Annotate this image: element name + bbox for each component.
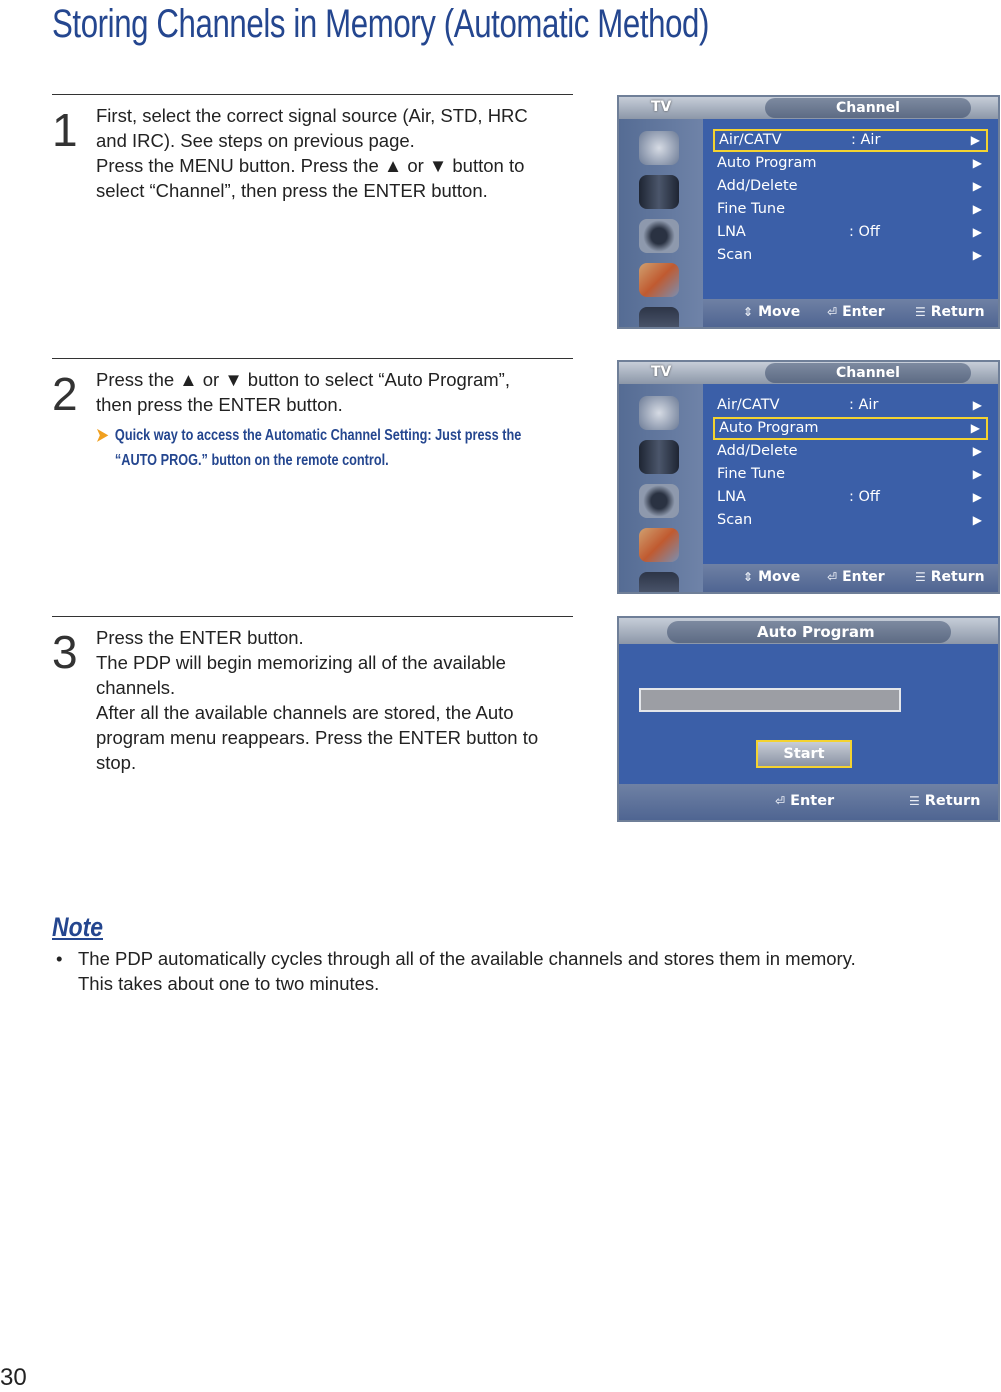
setup-icon xyxy=(639,572,679,594)
channel-icon xyxy=(639,528,679,562)
page-title: Storing Channels in Memory (Automatic Method) xyxy=(52,2,710,46)
return-hint xyxy=(915,304,985,320)
osd-header xyxy=(619,97,998,119)
menu-item-lna[interactable] xyxy=(713,221,988,244)
menu-label: Auto Program xyxy=(719,420,819,436)
menu-label: Fine Tune xyxy=(717,201,785,217)
start-button[interactable]: Start xyxy=(756,740,852,768)
menu-label: LNA xyxy=(717,224,746,240)
text-line: program menu reappears. Press the ENTER button to xyxy=(96,727,539,748)
menu-item-auto-program[interactable] xyxy=(713,417,988,440)
note-line xyxy=(56,946,956,971)
osd-footer xyxy=(619,784,998,820)
menu-item-air-catv[interactable] xyxy=(713,394,988,417)
menu-item-auto-program[interactable] xyxy=(713,152,988,175)
osd-footer xyxy=(703,564,998,592)
menu-title: Channel xyxy=(765,363,971,383)
tv-label: TV xyxy=(651,99,672,115)
updown-icon: ⇕ xyxy=(743,570,754,584)
speaker-icon xyxy=(639,219,679,253)
step-text xyxy=(96,367,576,473)
hint-label: Move xyxy=(758,569,801,585)
step-1 xyxy=(52,94,573,201)
menu-item-fine-tune[interactable] xyxy=(713,198,988,221)
arrow-right-icon: ▶ xyxy=(972,490,982,504)
hint-label: Move xyxy=(758,304,801,320)
menu-label: Add/Delete xyxy=(717,178,798,194)
setup-icon xyxy=(639,307,679,329)
menu-label: Air/CATV xyxy=(719,132,782,148)
osd-menu-list xyxy=(713,129,988,267)
osd-sidebar xyxy=(619,119,703,327)
osd-footer xyxy=(703,299,998,327)
arrow-right-icon: ▶ xyxy=(972,156,982,170)
note-body xyxy=(56,946,956,996)
arrow-right-icon: ▶ xyxy=(972,225,982,239)
menu-icon: ☰ xyxy=(915,570,926,584)
menu-label: Air/CATV xyxy=(717,397,780,413)
step-number: 2 xyxy=(52,368,78,420)
enter-hint xyxy=(827,569,885,585)
step-number: 3 xyxy=(52,626,78,678)
auto-program-title: Auto Program xyxy=(667,621,951,643)
text-line: select “Channel”, then press the ENTER button. xyxy=(96,180,488,201)
menu-label: Scan xyxy=(717,512,753,528)
hint-label: Enter xyxy=(842,569,885,585)
step-text xyxy=(96,103,576,203)
page-number: 30 xyxy=(0,1364,27,1391)
step-2 xyxy=(52,358,573,469)
picture-icon xyxy=(639,396,679,430)
sound-icon xyxy=(639,175,679,209)
return-hint xyxy=(909,793,981,809)
picture-icon xyxy=(639,131,679,165)
menu-value: : Off xyxy=(849,489,880,505)
osd-sidebar xyxy=(619,384,703,592)
text-line: Press the ▲ or ▼ button to select “Auto Program”, xyxy=(96,369,510,390)
step-3 xyxy=(52,616,573,773)
arrow-right-icon: ▶ xyxy=(970,133,980,147)
updown-icon: ⇕ xyxy=(743,305,754,319)
menu-value: : Off xyxy=(849,224,880,240)
step-text xyxy=(96,625,576,775)
hint-label: Enter xyxy=(842,304,885,320)
return-hint xyxy=(915,569,985,585)
text-line: channels. xyxy=(96,677,176,698)
menu-item-scan[interactable] xyxy=(713,244,988,267)
text-line: and IRC). See steps on previous page. xyxy=(96,130,415,151)
tip xyxy=(96,423,555,473)
menu-title: Channel xyxy=(765,98,971,118)
menu-label: Add/Delete xyxy=(717,443,798,459)
step-number: 1 xyxy=(52,104,78,156)
tip-arrow-icon: ➤ xyxy=(96,425,109,445)
enter-icon: ⏎ xyxy=(775,794,786,808)
menu-value: : Air xyxy=(851,132,881,148)
arrow-right-icon: ▶ xyxy=(972,444,982,458)
arrow-right-icon: ▶ xyxy=(972,179,982,193)
hint-label: Enter xyxy=(790,793,835,809)
menu-item-add-delete[interactable] xyxy=(713,440,988,463)
menu-item-air-catv[interactable] xyxy=(713,129,988,152)
enter-hint xyxy=(827,304,885,320)
text-line: Press the ENTER button. xyxy=(96,627,304,648)
enter-hint xyxy=(775,793,834,809)
menu-label: Fine Tune xyxy=(717,466,785,482)
menu-item-scan[interactable] xyxy=(713,509,988,532)
bullet: • xyxy=(56,948,63,969)
text-line: First, select the correct signal source (Air, STD, HRC xyxy=(96,105,528,126)
move-hint xyxy=(743,304,800,320)
note-title: Note xyxy=(52,912,103,942)
text-line: After all the available channels are stored, the Auto xyxy=(96,702,514,723)
osd-menu-list xyxy=(713,394,988,532)
sound-icon xyxy=(639,440,679,474)
auto-program-screen xyxy=(617,616,1000,822)
text-line: The PDP will begin memorizing all of the available xyxy=(96,652,506,673)
arrow-right-icon: ▶ xyxy=(972,398,982,412)
arrow-right-icon: ▶ xyxy=(972,248,982,262)
hint-label: Return xyxy=(930,304,985,320)
menu-item-add-delete[interactable] xyxy=(713,175,988,198)
tip-line: Quick way to access the Automatic Channel Setting: Just press the xyxy=(114,427,522,444)
menu-label: Auto Program xyxy=(717,155,817,171)
text-line: then press the ENTER button. xyxy=(96,394,343,415)
hint-label: Return xyxy=(924,793,981,809)
menu-label: Scan xyxy=(717,247,753,263)
menu-value: : Air xyxy=(849,397,879,413)
arrow-right-icon: ▶ xyxy=(972,202,982,216)
progress-bar xyxy=(639,688,901,712)
menu-item-lna[interactable] xyxy=(713,486,988,509)
menu-label: LNA xyxy=(717,489,746,505)
osd-header xyxy=(619,618,998,644)
note-line: This takes about one to two minutes. xyxy=(78,973,380,994)
text-line: Press the MENU button. Press the ▲ or ▼ button to xyxy=(96,155,525,176)
move-hint xyxy=(743,569,800,585)
menu-item-fine-tune[interactable] xyxy=(713,463,988,486)
text-line: stop. xyxy=(96,752,137,773)
channel-menu-screen-2 xyxy=(617,360,1000,594)
channel-menu-screen-1 xyxy=(617,95,1000,329)
arrow-right-icon: ▶ xyxy=(972,467,982,481)
enter-icon: ⏎ xyxy=(827,570,838,584)
channel-icon xyxy=(639,263,679,297)
enter-icon: ⏎ xyxy=(827,305,838,319)
speaker-icon xyxy=(639,484,679,518)
menu-icon: ☰ xyxy=(915,305,926,319)
osd-header xyxy=(619,362,998,384)
arrow-right-icon: ▶ xyxy=(970,421,980,435)
menu-icon: ☰ xyxy=(909,794,920,808)
tip-line: “AUTO PROG.” button on the remote control. xyxy=(114,452,389,469)
tv-label: TV xyxy=(651,364,672,380)
arrow-right-icon: ▶ xyxy=(972,513,982,527)
note-text: The PDP automatically cycles through all of the available channels and stores them in memory. xyxy=(78,948,856,969)
hint-label: Return xyxy=(930,569,985,585)
